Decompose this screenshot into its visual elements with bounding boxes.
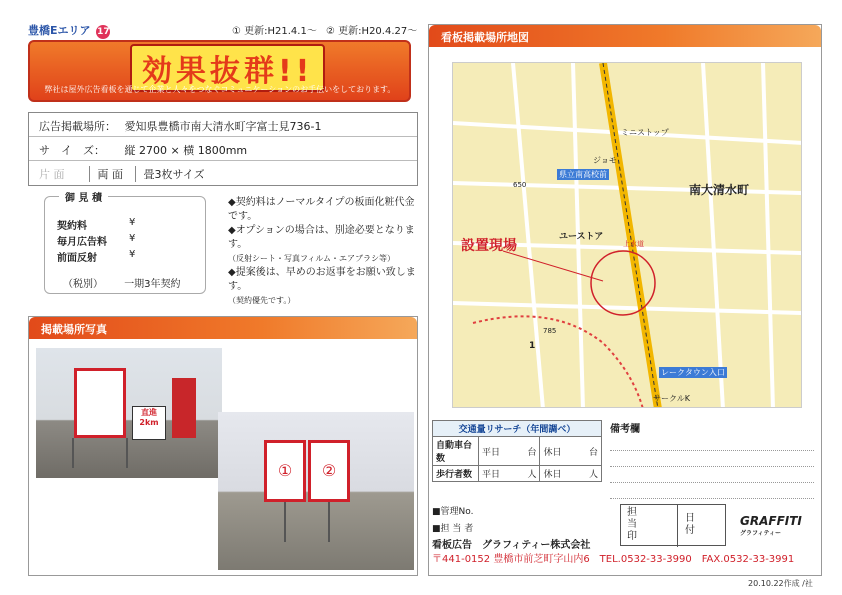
company-name: 看板広告 グラフィティー株式会社 [432,540,591,551]
footer-rows [432,504,473,534]
people-label: 歩行者数 [433,466,479,482]
notes [228,196,418,308]
photo-section-title: 掲載場所写真 [29,317,417,339]
holiday-label: 休日 [543,447,562,458]
stamp-person-label: 担当印 [627,507,637,542]
unit: 台 [527,447,537,458]
note-3-small: （契約優先です。） [228,296,296,305]
update-2: ② 更新:H20.4.27～ [326,26,418,37]
side-label-double: 両 面 [89,166,132,182]
location-label: 広告掲載場所： [39,120,116,133]
area-label-text: 豊橋Eエリア [28,24,91,37]
size-value: 縦 2700 × 横 1800mm [124,144,248,157]
map-school-stop: 県立南高校前 [559,170,607,179]
logo-text: GRAFFITI [740,514,802,528]
area-label [28,22,110,39]
map-section-title: 看板掲載場所地図 [429,25,821,47]
map [452,62,802,408]
map-town: 南大清水町 [689,183,750,197]
remarks [610,420,814,499]
photo-2 [218,412,414,570]
cars-weekday [479,437,540,466]
company-logo [740,514,802,537]
size-row [29,137,417,161]
weekday-label: 平日 [482,447,501,458]
map-number: 650 [513,181,527,189]
stamp-box [620,504,726,546]
mats-size: 畳3枚サイズ [135,166,213,182]
estimate-row [57,217,87,232]
location-row [29,113,417,137]
unit: 人 [588,470,598,480]
weekday-label: 平日 [482,470,501,480]
side-row [29,161,417,185]
road-sign: 直進 2km [132,406,166,440]
map-store-ministop: ミニストップ [621,128,669,137]
cars-holiday [540,437,602,466]
cars-label: 自動車台数 [433,437,479,466]
unit: 台 [588,447,598,458]
note-1: ◆契約料はノーマルタイプの板面化粧代金です。 [228,197,415,222]
note-3: ◆提案後は、早めのお返事をお願い致します。 [228,267,416,292]
banner-title: 効果抜群!! [130,44,325,92]
info-box [28,112,418,186]
estimate-footer [63,275,181,290]
traffic-table [432,420,602,482]
company-address: 〒441-0152 豊橋市前芝町字山内6 TEL.0532-33-3990 FAX.0532-33-3991 [432,554,795,565]
creation-date: 20.10.22作成 /社 [748,579,813,588]
area-number-badge: 17 [97,27,110,37]
traffic-title: 交通量リサーチ（年間調べ） [433,421,602,437]
location-value: 愛知県豊橋市南大清水町字富士見736-1 [124,120,322,133]
map-circlek: サークルK [653,394,691,403]
yen-mark: ¥ [129,249,136,260]
map-waterworks: 上水道 [623,240,644,248]
update-dates [232,22,417,37]
estimate-row [57,233,107,248]
estimate-title: 御 見 積 [59,189,108,204]
stamp-date-label: 日付 [685,513,695,536]
billboard-photo-1 [74,368,126,438]
people-holiday [540,466,602,482]
estimate-row-label: 前面反射 [57,253,97,264]
unit: 人 [527,470,537,480]
estimate-row [57,249,97,264]
yen-mark: ¥ [129,233,136,244]
side-label-single: 片 面 [39,168,65,181]
note-2: ◆オプションの場合は、別途必要となります。 [228,225,415,250]
remarks-title: 備考欄 [610,424,640,435]
photo-1 [36,348,222,478]
logo-subtext: グラフィティー [740,530,782,537]
holiday-label: 休日 [543,470,562,480]
yen-mark: ¥ [129,217,136,228]
staff: ■担 当 者 [432,524,474,534]
map-number: 1 [529,341,536,351]
map-store-jomo: ジョモ [593,156,617,165]
estimate-row-label: 毎月広告料 [57,237,107,248]
map-store-ustore: ユーストア [559,232,604,242]
map-site-label: 設置現場 [461,238,517,254]
map-laketown: レークタウン入口 [661,368,725,377]
estimate-row-label: 契約料 [57,221,87,232]
billboard-photo-2b: ② [308,440,350,502]
people-weekday [479,466,540,482]
contract-term: 一期3年契約 [124,279,181,290]
banner-subtitle: 弊社は屋外広告看板を通じて企業と人々をつなぐコミュニケーションのお手伝いをしております。 [44,85,396,94]
map-number: 785 [543,327,557,335]
size-label: サ イ ズ： [39,144,105,157]
traffic-research [432,420,602,496]
estimate-box [44,193,206,294]
banner [28,40,411,102]
note-2-small: （反射シート・写真フィルム・エアブラシ等） [228,254,396,263]
billboard-photo-2a: ① [264,440,306,502]
update-1: ① 更新:H21.4.1～ [232,26,317,37]
manage-number: ■管理No. [432,507,474,517]
tax-note: （税別） [63,279,103,290]
